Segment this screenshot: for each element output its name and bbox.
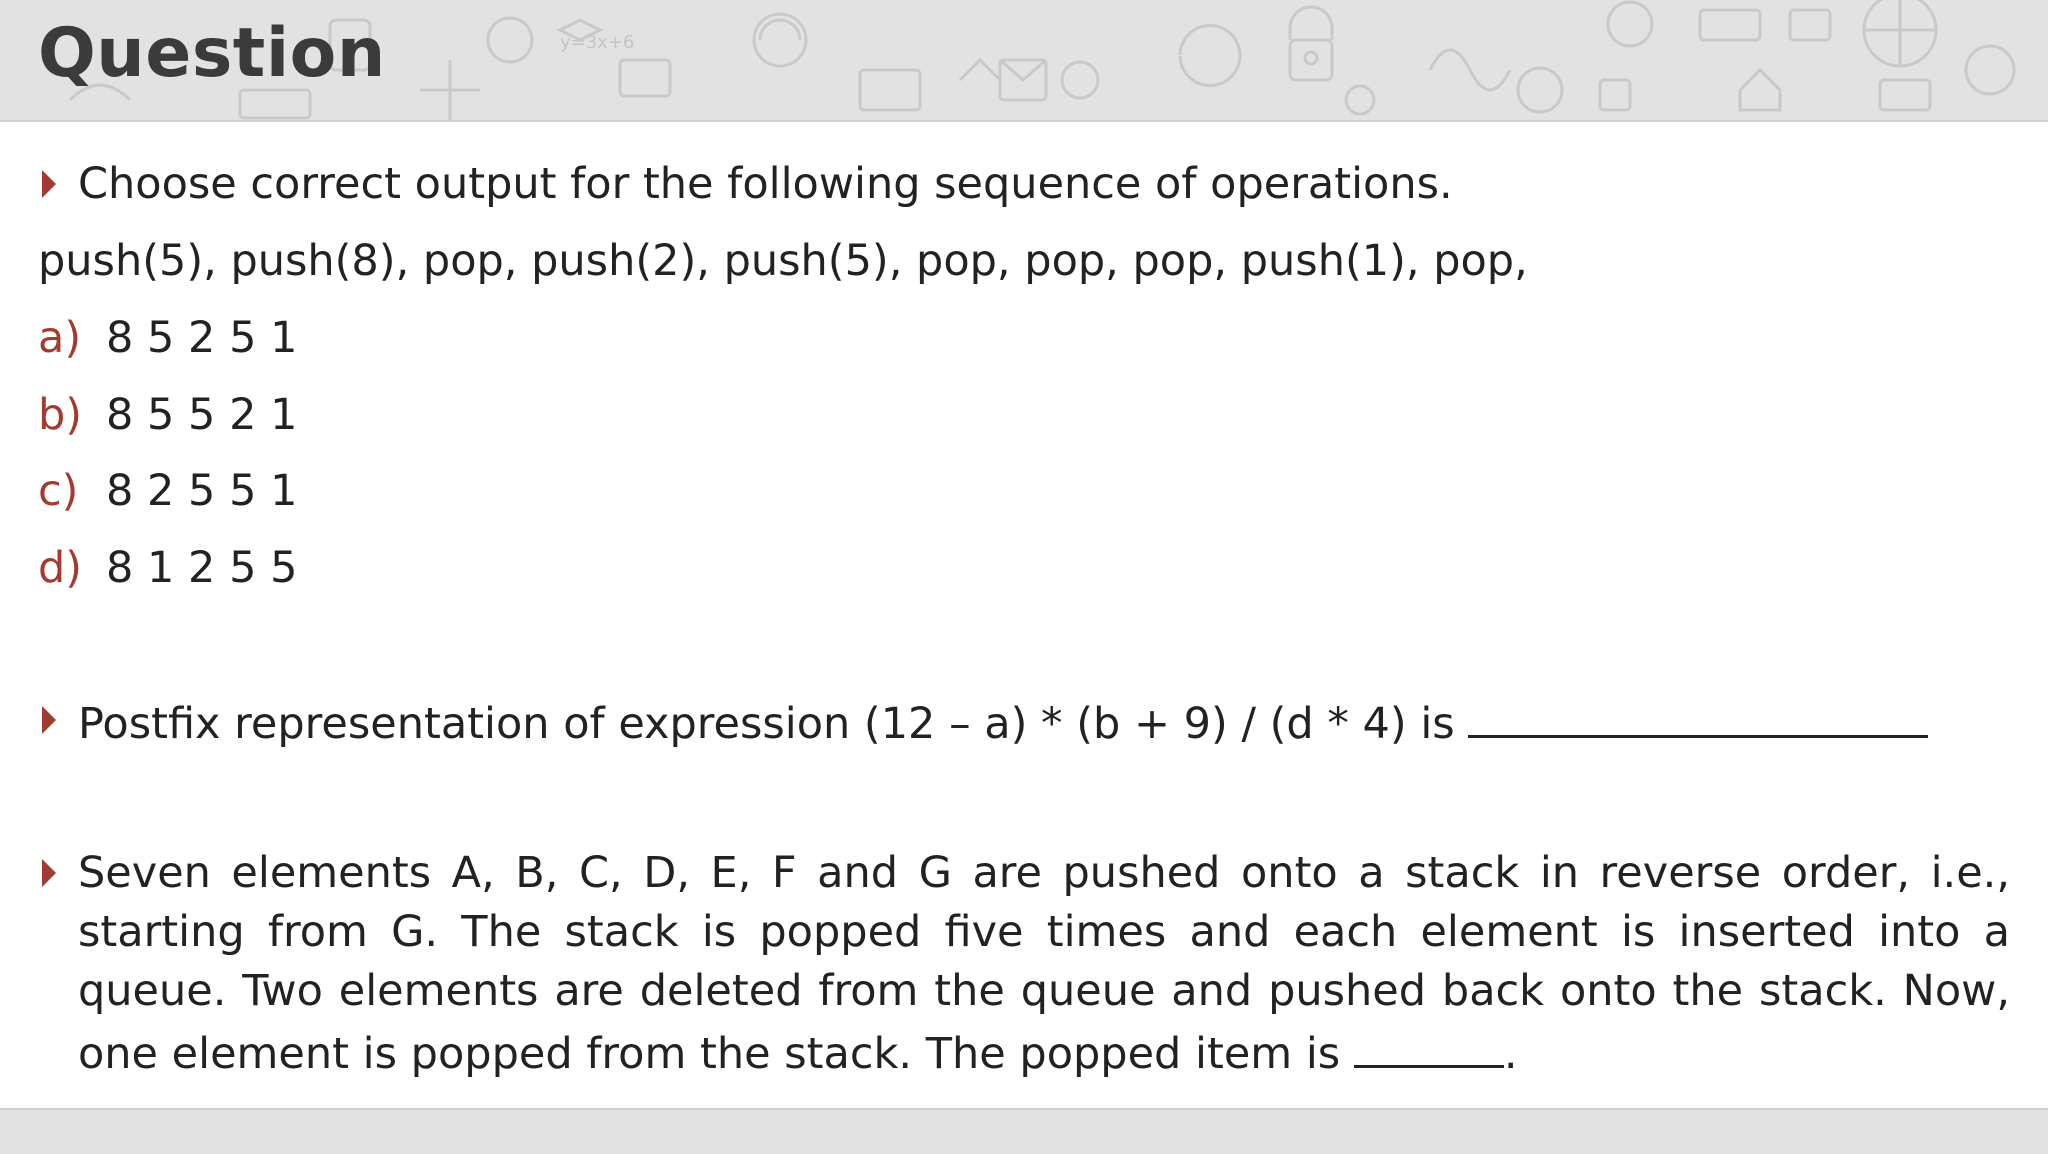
question-2-prompt <box>78 691 1928 754</box>
option-letter: a) <box>38 313 82 363</box>
option-letter: c) <box>38 466 79 516</box>
answer-blank <box>1468 691 1928 738</box>
option-letter: d) <box>38 543 83 593</box>
option-value: 8 5 2 5 1 <box>106 313 298 363</box>
option-letter: b) <box>38 390 83 440</box>
question-1-prompt: Choose correct output for the following sequence of operations. <box>78 159 1453 209</box>
option-value: 8 2 5 5 1 <box>106 466 298 516</box>
slide-footer <box>0 1108 2048 1154</box>
question-3-prompt <box>78 844 2010 1084</box>
question-1-sequence: push(5), push(8), pop, push(2), push(5), pop, pop, pop, push(1), pop, <box>38 236 1528 286</box>
option-value: 8 5 5 2 1 <box>106 390 298 440</box>
bullet-icon <box>42 170 56 198</box>
question-3-suffix: . <box>1503 1029 1518 1079</box>
bullet-icon <box>42 706 56 734</box>
option-value: 8 1 2 5 5 <box>106 543 298 593</box>
question-3-text: Seven elements A, B, C, D, E, F and G are pushed onto a stack in reverse order, i.e., starting from G. The stack is popped five times and each element is inserted into a queue. Two elements are deleted from the queue and pushed back onto the stack. Now, one element is popped from the stack. The popped item is <box>78 848 2010 1079</box>
svg-text:y=3x+6: y=3x+6 <box>560 32 635 53</box>
bullet-icon <box>42 859 56 887</box>
slide-header <box>0 0 2048 122</box>
page-title: Question <box>38 14 386 93</box>
question-2-text: Postfix representation of expression (12 – a) * (b + 9) / (d * 4) is <box>78 699 1455 749</box>
answer-blank <box>1354 1021 1504 1068</box>
